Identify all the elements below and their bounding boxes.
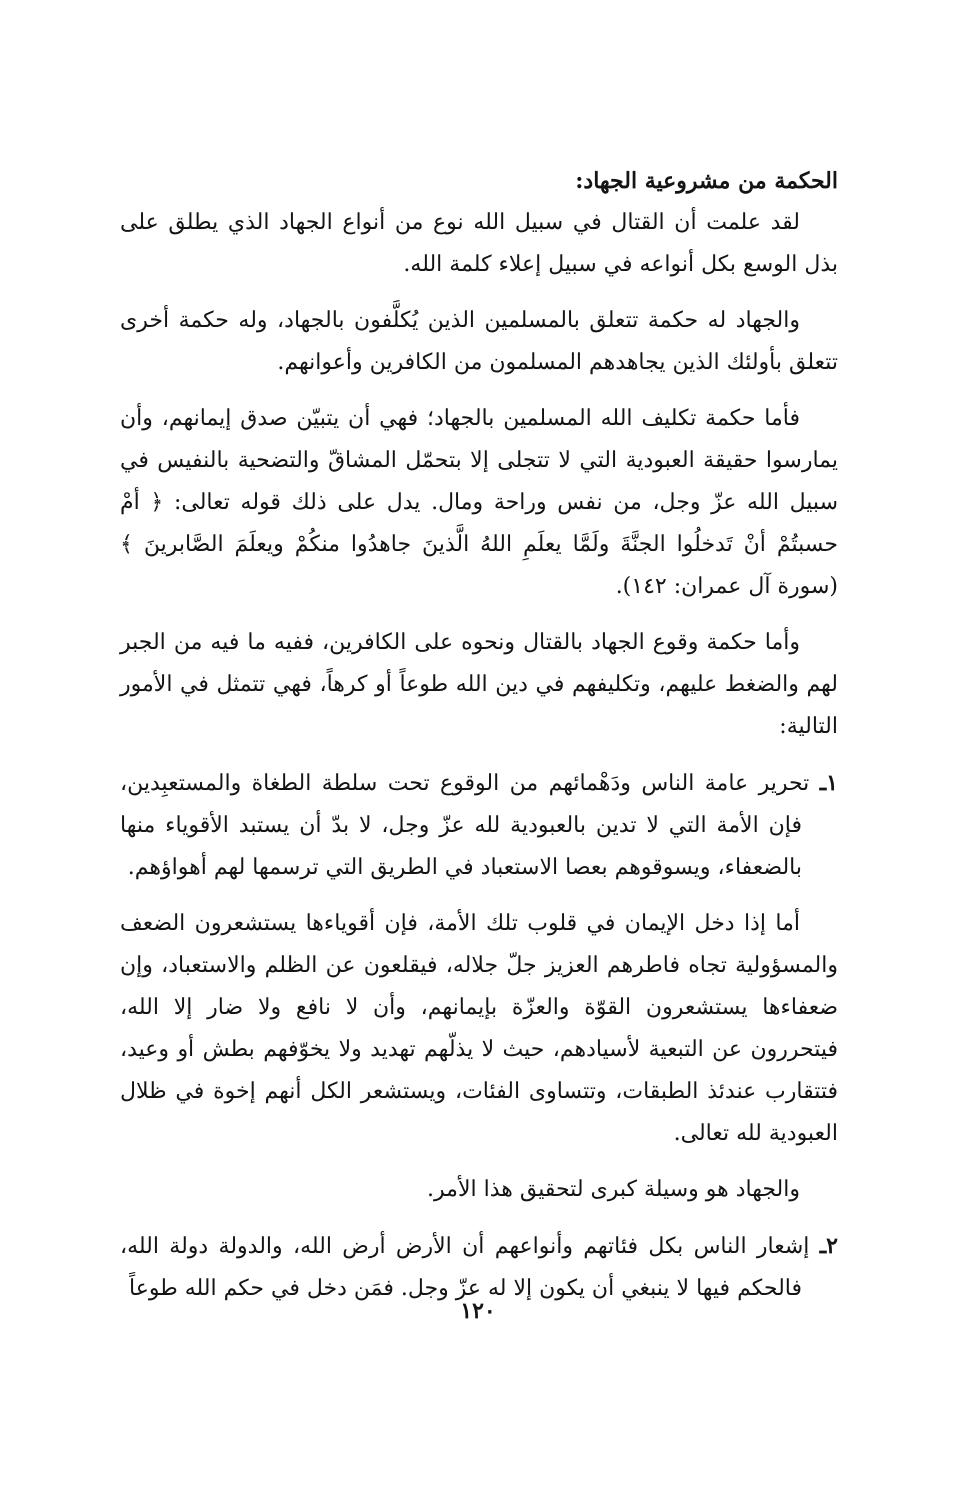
paragraph-3: فأما حكمة تكليف الله المسلمين بالجهاد؛ فهي أن يتبيّن صدق إيمانهم، وأن يمارسوا حقيقة العبودية التي لا تتجلى إلا بتحمّل المشاقّ والتضحية بالنفيس في سبيل الله عزّ وجل، من نفس وراحة ومال. يدل على ذلك قوله تعالى: ﴿ أمْ حسبتُمْ أنْ تَدخلُوا الجنَّةَ ولَمَّا يعلَمِ اللهُ الَّذينَ جاهدُوا منكُمْ ويعلَمَ الصَّابرينَ ﴾ (سورة آل عمران: ١٤٢).: [120, 406, 838, 599]
list-item-2-text: إشعار الناس بكل فئاتهم وأنواعهم أن الأرض أرض الله، والدولة دولة الله، فالحكم فيها لا ينبغي أن يكون إلا له عزّ وجل. فمَن دخل في حكم الله طوعاً: [120, 1234, 810, 1301]
paragraph-1: لقد علمت أن القتال في سبيل الله نوع من أنواع الجهاد الذي يطلق على بذل الوسع بكل أنواعه في سبيل إعلاء كلمة الله.: [120, 210, 838, 277]
page-number: ١٢٠: [460, 1298, 496, 1324]
list-item-2-number: ٢ـ: [819, 1233, 838, 1259]
paragraph-6: والجهاد هو وسيلة كبرى لتحقيق هذا الأمر.: [427, 1177, 800, 1202]
paragraph-2: والجهاد له حكمة تتعلق بالمسلمين الذين يُكلَّفون بالجهاد، وله حكمة أخرى تتعلق بأولئك الذين يجاهدهم المسلمون من الكافرين وأعوانهم.: [120, 308, 838, 375]
section-heading: الحكمة من مشروعية الجهاد:: [575, 168, 838, 194]
paragraph-4: وأما حكمة وقوع الجهاد بالقتال ونحوه على الكافرين، ففيه ما فيه من الجبر لهم والضغط عليهم، وتكليفهم في دين الله طوعاً أو كرهاً، فهي تتمثل في الأمور التالية:: [120, 630, 838, 739]
list-item-1-number: ١ـ: [819, 770, 838, 796]
paragraph-5: أما إذا دخل الإيمان في قلوب تلك الأمة، فإن أقوياءها يستشعرون الضعف والمسؤولية تجاه فاطرهم العزيز جلّ جلاله، فيقلعون عن الظلم والاستعباد، وإن ضعفاءها يستشعرون القوّة والعزّة بإيمانهم، وأن لا نافع ولا ضار إلا الله، فيتحررون عن التبعية لأسيادهم، حيث لا يذلّهم تهديد ولا يخوّفهم بطش أو وعيد، فتتقارب عندئذ الطبقات، وتتساوى الفئات، ويستشعر الكل أنهم إخوة في ظلال العبودية لله تعالى.: [120, 911, 838, 1146]
page-body: [120, 160, 838, 1324]
list-item-1-text: تحرير عامة الناس ودَهْمائهم من الوقوع تحت سلطة الطغاة والمستعبِدين، فإن الأمة التي لا تدين بالعبودية لله عزّ وجل، لا بدّ أن يستبد الأقوياء منها بالضعفاء، ويسوقوهم بعصا الاستعباد في الطريق التي ترسمها لهم أهواؤهم.: [120, 771, 810, 880]
list-item-1: [120, 762, 838, 889]
